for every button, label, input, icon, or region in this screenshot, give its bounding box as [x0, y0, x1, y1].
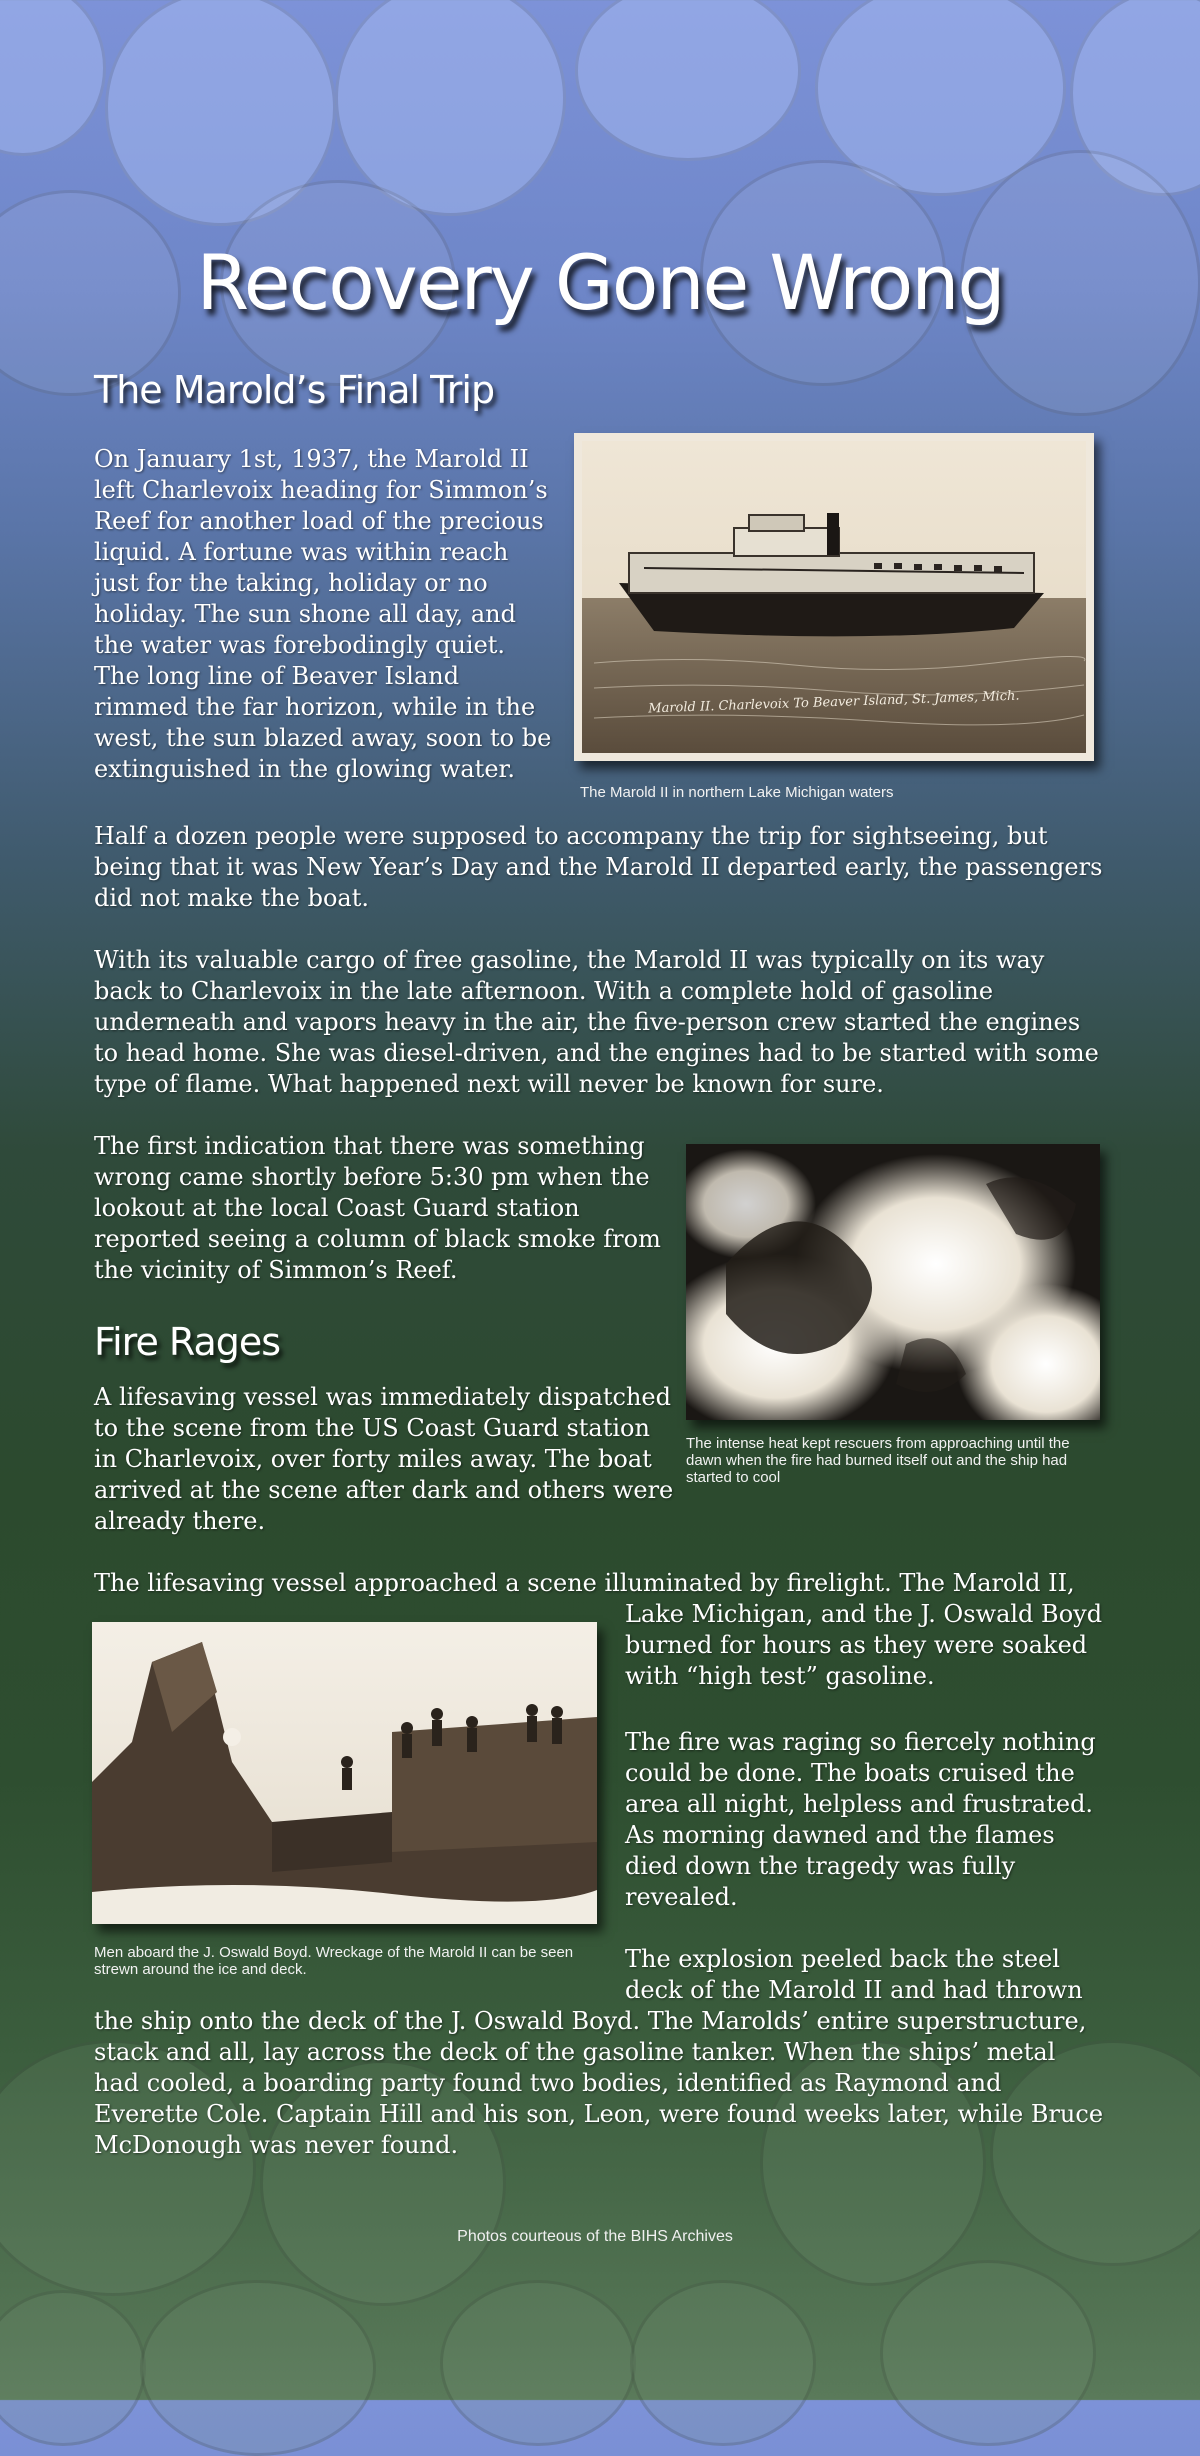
paragraph-fire-raging: The fire was raging so fiercely nothing could be done. The boats cruised the area all night, helpless and frustrated. As morning dawned and the flames died down the tragedy was fully revealed.: [625, 1728, 1096, 1911]
barrel-decoration: [0, 2290, 146, 2446]
barrel-decoration: [575, 0, 801, 161]
photo-inscription: Marold II. Charlevoix To Beaver Island, St. James, Mich.: [648, 688, 1020, 717]
paragraph-explosion-start: The explosion peeled back the steel deck of the Marold II and had thrown: [625, 1945, 1083, 2004]
fire-photo: [686, 1144, 1100, 1420]
barrel-decoration: [140, 2280, 376, 2456]
photo-caption-ship: The Marold II in northern Lake Michigan waters: [580, 784, 894, 801]
wreckage-photo: [92, 1622, 597, 1924]
paragraph-lifesaving-dispatch: A lifesaving vessel was immediately dispatched to the scene from the US Coast Guard station in Charlevoix, over forty miles away. The boat arrived at the scene after dark and others were already there.: [94, 1383, 674, 1535]
photo-caption-fire: The intense heat kept rescuers from approaching until the dawn when the fire had burned itself out and the ship had started to cool: [686, 1435, 1070, 1486]
photo-credit: Photos courteous of the BIHS Archives: [457, 2228, 733, 2245]
paragraph-cargo: With its valuable cargo of free gasoline, the Marold II was typically on its way back to Charlevoix in the late afternoon. With a complete hold of gasoline underneath and vapors heavy in the air, the five-person crew started the engines to head home. She was diesel-driven, and the engines had to be started with some type of flame. What happened next will never be known for sure.: [94, 946, 1099, 1098]
barrel-decoration: [0, 0, 106, 156]
paragraph-passengers: Half a dozen people were supposed to accompany the trip for sightseeing, but being that it was New Year’s Day and the Marold II departed early, the passengers did not make the boat.: [94, 822, 1103, 912]
marold-ship-photo: [574, 433, 1094, 761]
ship-image: [574, 433, 1094, 761]
barrel-decoration: [630, 2280, 816, 2446]
paragraph-first-indication: The first indication that there was something wrong came shortly before 5:30 pm when the lookout at the local Coast Guard station reported seeing a column of black smoke from the vicinity of Simmon’s Reef.: [94, 1132, 661, 1284]
barrel-decoration: [880, 2260, 1096, 2446]
barrel-decoration: [440, 2280, 636, 2446]
paragraph-scene-rest: Lake Michigan, and the J. Oswald Boyd burned for hours as they were soaked with “high test” gasoline.: [625, 1600, 1103, 1690]
paragraph-intro: On January 1st, 1937, the Marold II left Charlevoix heading for Simmon’s Reef for another load of the precious liquid. A fortune was within reach just for the taking, holiday or no holiday. The sun shone all day, and the water was forebodingly quiet. The long line of Beaver Island rimmed the far horizon, while in the west, the sun blazed away, soon to be extinguished in the glowing water.: [94, 445, 552, 783]
paragraph-scene-line1: The lifesaving vessel approached a scene illuminated by firelight. The Marold II,: [94, 1569, 1075, 1597]
fire-image: [686, 1144, 1100, 1420]
paragraph-explosion-rest: the ship onto the deck of the J. Oswald Boyd. The Marolds’ entire superstructure, stack and all, lay across the deck of the gasoline tanker. When the ships’ metal had cooled, a boarding party found two bodies, identified as Raymond and Everette Cole. Captain Hill and his son, Leon, were found weeks later, while Bruce McDonough was never found.: [94, 2007, 1104, 2159]
section-heading-fire-rages: Fire Rages: [94, 1320, 281, 1364]
photo-caption-wreckage: Men aboard the J. Oswald Boyd. Wreckage of the Marold II can be seen strewn around the ice and deck.: [94, 1944, 574, 1978]
page-title: Recovery Gone Wrong: [196, 238, 1004, 327]
section-heading-final-trip: The Marold’s Final Trip: [94, 368, 495, 412]
wreckage-image: [92, 1622, 597, 1924]
